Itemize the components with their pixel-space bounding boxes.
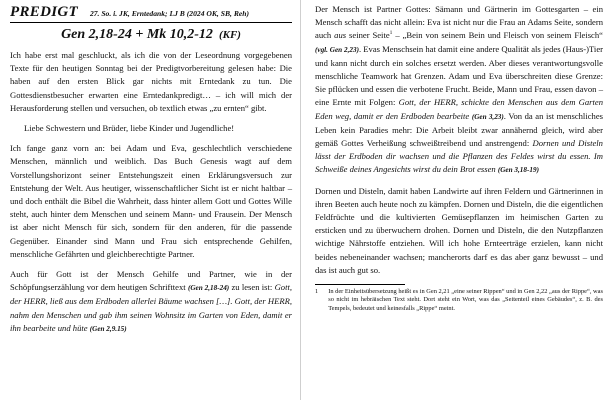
bible-reference: (vgl. Gen 2,23) (315, 45, 359, 54)
page-header (10, 4, 292, 23)
left-page (0, 0, 301, 400)
sermon-meta: 27. So. i. JK, Erntedank; LJ B (2024 OK, SB, Reh) (89, 9, 250, 18)
bible-quote: Dornen und Disteln lässt der Erdboden dir wachsen und die Pflanzen des Feldes wirst du essen. Im Schweiße deines Angesichts wirst du dein Brot essen (315, 138, 603, 175)
paragraph-text: Auch für Gott ist der Mensch Gehilfe und Partner, wie in der Schöpfungserzählung vor dem heutigen Schrifttext (10, 269, 292, 293)
bible-reference: (Gen 2,18-24) (187, 284, 230, 293)
bible-quote: Gott, der HERR, ließ aus dem Erdboden allerlei Bäume wachsen […]. Gott, der HERR, nahm den Menschen und gab ihm seinen Wohnsitz im Garten von Eden, damit er ihn bearbeite und hüte (10, 282, 293, 333)
scripture-reference: Gen 2,18-24 + Mk 10,2-12 (61, 27, 213, 42)
paragraph-text: . Evas Menschsein hat damit eine andere Qualität als jedes (Haus-)Tier und kann nicht durch ein solches ersetzt werden. Aber dieses verantwortungsvolle menschliche Teamwork hat Grenzen. Adam und Eva überschreiten diese Grenze: Sie pflücken und essen die verbotene Frucht. Beide, Mann und Frau, essen davon – eine Ernte mit Folgen: (315, 43, 603, 108)
paragraph-text: seiner Seite (349, 30, 390, 41)
paragraph: Ich fange ganz vorn an: bei Adam und Eva, geschlechtlich verschiedene Menschen, männlich und weiblich. Das Buch Genesis wagt auf dem Vorstellungshorizont seiner Entstehungszeit einen Erklärungsversuch zur Entstehung der Welt. Aus heutiger, wissenschaftlicher Sicht ist er nicht haltbar – und doch enthält die Bibel die Wahrheit, dass hinter allem Gott und Gottes Wille steht, auch hinter dem Menschen und seinem Mann- und Frausein. Der Mensch ist aber nicht Mensch für sich, sondern für den anderen, für die passende Gegenüber. Einander sind Mann und Frau sich entsprechende Gehilfen, menschliche Gefährten und gleichberechtigte Partner. (10, 143, 292, 259)
paragraph: Ich habe erst mal geschluckt, als ich die von der Leseordnung vorgegebenen Texte für den heutigen Sonntag bei der Predigtvorbereitung gelesen habe: Die haben auf den ersten Blick gar nichts mit Erntedank zu tun. Die Gottesdienstbesucher erwarten eine Erntedankpredigt… – ich will mich der Herausforderung stellen und versuchen, ob textlich etwas „zu ernten“ gibt. (10, 50, 292, 113)
title-tag: (KF) (218, 29, 241, 41)
paragraph (10, 268, 292, 336)
paragraph-text: zu lesen ist: (231, 282, 273, 293)
footnote-number: 1 (315, 288, 319, 296)
bible-reference: (Gen 2,9.15) (89, 324, 127, 333)
emphasis: aus (334, 30, 347, 41)
footnote-marker[interactable]: 1 (389, 30, 393, 37)
greeting: Liebe Schwestern und Brüder, liebe Kinder und Jugendliche! (24, 123, 235, 134)
paragraph-text: – „Bein von seinem Bein und Fleisch von seinem Fleisch“ (395, 30, 603, 41)
sermon-title (10, 27, 292, 43)
bible-reference: (Gen 3,23) (471, 112, 504, 121)
paragraph-text: Der Mensch ist Partner Gottes: Sämann und Gärtnerin im Gottesgarten – ein Mensch schafft das nicht allein: Eva ist nicht nur die Frau an Adams Seite, sondern auch (315, 4, 603, 41)
footnote (315, 288, 603, 313)
footnote-text: In der Einheitsübersetzung heißt es in Gen 2,21 „eine seiner Rippen“ und in Gen 2,22 „aus der Rippe“, was so nicht im hebräischen Text steht. Dort steht ein Wort, was das „Seitenteil eines Gebäudes“, z. B. des Tempels, bedeutet und keinesfalls „Rippe“ meint. (328, 288, 603, 312)
paragraph-text: . Von da an ist menschliches Leben kein Paradies mehr: Die Arbeit bleibt zwar annähernd gleich, wird aber gemäß Gottes Verheißung schweißtreibend und anstrengend: (315, 110, 603, 149)
right-page (301, 0, 609, 400)
brand-title: PREDIGT (10, 4, 78, 20)
paragraph (315, 3, 603, 178)
bible-reference: (Gen 3,18-19) (497, 166, 539, 175)
paragraph: Dornen und Disteln, damit haben Landwirte auf ihren Feldern und Gärtnerinnen in ihren Beeten auch heute noch zu kämpfen. Dornen und Disteln, die die eigentlichen Feldfrüchte und die kultivierten Gemüsepflanzen im heimischen Garten zu ersticken und zu überwuchern drohen. Dornen und Disteln, die den Nutzpflanzen wichtige Nährstoffe entziehen. Will ich hohe Ernteerträge erzielen, kann nicht beides nebeneinander wachsen; mancherorts darf es das aber ganz bewusst – und das ist auch gut so. (315, 185, 603, 275)
bible-quote: Gott, der HERR, schickte den Menschen aus dem Garten Eden weg, damit er den Erdboden bearbeite (315, 97, 603, 121)
footnote-separator (315, 284, 405, 285)
